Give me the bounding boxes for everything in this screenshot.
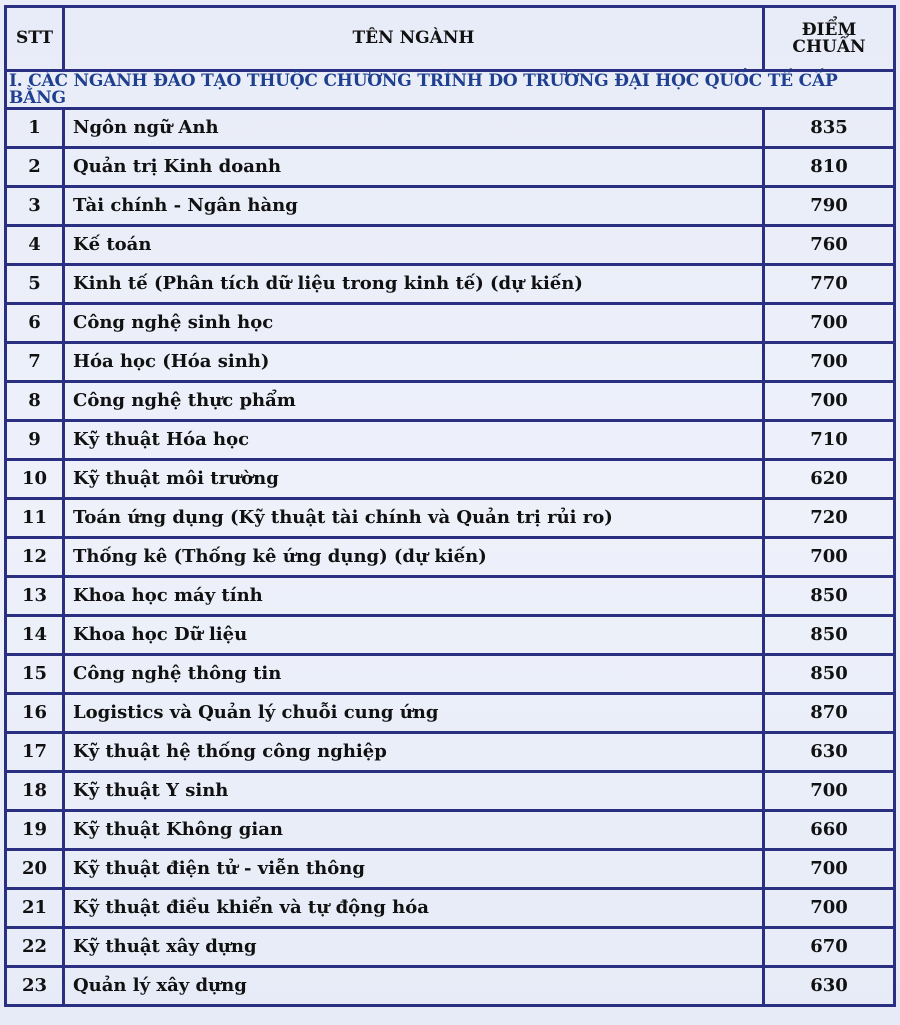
- table-row: [6, 811, 895, 850]
- row-score: 760: [764, 226, 895, 265]
- row-stt: 8: [6, 382, 64, 421]
- row-stt: 23: [6, 967, 64, 1006]
- row-score: 700: [764, 538, 895, 577]
- table-row: [6, 109, 895, 148]
- row-stt: 22: [6, 928, 64, 967]
- row-major-name: Công nghệ thực phẩm: [64, 382, 764, 421]
- row-major-name: Hóa học (Hóa sinh): [64, 343, 764, 382]
- row-score: 710: [764, 421, 895, 460]
- admission-scores-table: [4, 5, 896, 1007]
- table-row: [6, 733, 895, 772]
- row-stt: 12: [6, 538, 64, 577]
- table-row: [6, 382, 895, 421]
- row-score: 700: [764, 772, 895, 811]
- row-stt: 13: [6, 577, 64, 616]
- row-score: 630: [764, 733, 895, 772]
- row-score: 850: [764, 616, 895, 655]
- row-score: 700: [764, 304, 895, 343]
- row-score: 790: [764, 187, 895, 226]
- row-stt: 3: [6, 187, 64, 226]
- row-stt: 10: [6, 460, 64, 499]
- row-major-name: Tài chính - Ngân hàng: [64, 187, 764, 226]
- row-major-name: Kỹ thuật hệ thống công nghiệp: [64, 733, 764, 772]
- row-stt: 2: [6, 148, 64, 187]
- row-major-name: Khoa học máy tính: [64, 577, 764, 616]
- row-score: 700: [764, 343, 895, 382]
- table-row: [6, 655, 895, 694]
- table-row: [6, 187, 895, 226]
- row-score: 620: [764, 460, 895, 499]
- table-row: [6, 538, 895, 577]
- row-score: 835: [764, 109, 895, 148]
- row-major-name: Toán ứng dụng (Kỹ thuật tài chính và Quản trị rủi ro): [64, 499, 764, 538]
- row-score: 810: [764, 148, 895, 187]
- row-stt: 20: [6, 850, 64, 889]
- row-score: 850: [764, 577, 895, 616]
- row-major-name: Công nghệ sinh học: [64, 304, 764, 343]
- row-score: 870: [764, 694, 895, 733]
- row-score: 660: [764, 811, 895, 850]
- row-major-name: Thống kê (Thống kê ứng dụng) (dự kiến): [64, 538, 764, 577]
- table-row: [6, 226, 895, 265]
- table-row: [6, 343, 895, 382]
- row-major-name: Kỹ thuật Hóa học: [64, 421, 764, 460]
- row-major-name: Kỹ thuật Không gian: [64, 811, 764, 850]
- row-stt: 11: [6, 499, 64, 538]
- row-stt: 14: [6, 616, 64, 655]
- table-row: [6, 265, 895, 304]
- table-row: [6, 148, 895, 187]
- section-row: [6, 71, 895, 109]
- row-major-name: Kỹ thuật điều khiển và tự động hóa: [64, 889, 764, 928]
- row-major-name: Quản trị Kinh doanh: [64, 148, 764, 187]
- row-major-name: Công nghệ thông tin: [64, 655, 764, 694]
- row-score: 630: [764, 967, 895, 1006]
- row-major-name: Kinh tế (Phân tích dữ liệu trong kinh tế) (dự kiến): [64, 265, 764, 304]
- row-stt: 18: [6, 772, 64, 811]
- row-major-name: Logistics và Quản lý chuỗi cung ứng: [64, 694, 764, 733]
- section-title: I. CÁC NGÀNH ĐÀO TẠO THUỘC CHƯƠNG TRÌNH DO TRƯỜNG ĐẠI HỌC QUỐC TẾ CẤP BẰNG: [6, 71, 895, 109]
- table-row: [6, 304, 895, 343]
- row-stt: 5: [6, 265, 64, 304]
- header-stt: STT: [6, 7, 64, 71]
- row-major-name: Quản lý xây dựng: [64, 967, 764, 1006]
- table-row: [6, 889, 895, 928]
- table-row: [6, 460, 895, 499]
- row-major-name: Khoa học Dữ liệu: [64, 616, 764, 655]
- table-row: [6, 772, 895, 811]
- row-major-name: Kỹ thuật Y sinh: [64, 772, 764, 811]
- row-stt: 1: [6, 109, 64, 148]
- table-row: [6, 967, 895, 1006]
- row-stt: 16: [6, 694, 64, 733]
- row-score: 770: [764, 265, 895, 304]
- row-stt: 17: [6, 733, 64, 772]
- row-score: 850: [764, 655, 895, 694]
- row-stt: 9: [6, 421, 64, 460]
- header-major-name: TÊN NGÀNH: [64, 7, 764, 71]
- header-score: ĐIỂM CHUẨN: [764, 7, 895, 71]
- row-stt: 15: [6, 655, 64, 694]
- table-row: [6, 421, 895, 460]
- row-stt: 6: [6, 304, 64, 343]
- table-row: [6, 850, 895, 889]
- row-score: 700: [764, 889, 895, 928]
- row-stt: 19: [6, 811, 64, 850]
- row-stt: 4: [6, 226, 64, 265]
- table-row: [6, 694, 895, 733]
- row-stt: 7: [6, 343, 64, 382]
- row-score: 700: [764, 382, 895, 421]
- row-score: 700: [764, 850, 895, 889]
- row-major-name: Kế toán: [64, 226, 764, 265]
- row-major-name: Kỹ thuật môi trường: [64, 460, 764, 499]
- table-row: [6, 616, 895, 655]
- table-row: [6, 577, 895, 616]
- row-score: 670: [764, 928, 895, 967]
- row-major-name: Kỹ thuật điện tử - viễn thông: [64, 850, 764, 889]
- row-major-name: Kỹ thuật xây dựng: [64, 928, 764, 967]
- row-score: 720: [764, 499, 895, 538]
- table-row: [6, 928, 895, 967]
- row-stt: 21: [6, 889, 64, 928]
- row-major-name: Ngôn ngữ Anh: [64, 109, 764, 148]
- table-header-row: [6, 7, 895, 71]
- table-row: [6, 499, 895, 538]
